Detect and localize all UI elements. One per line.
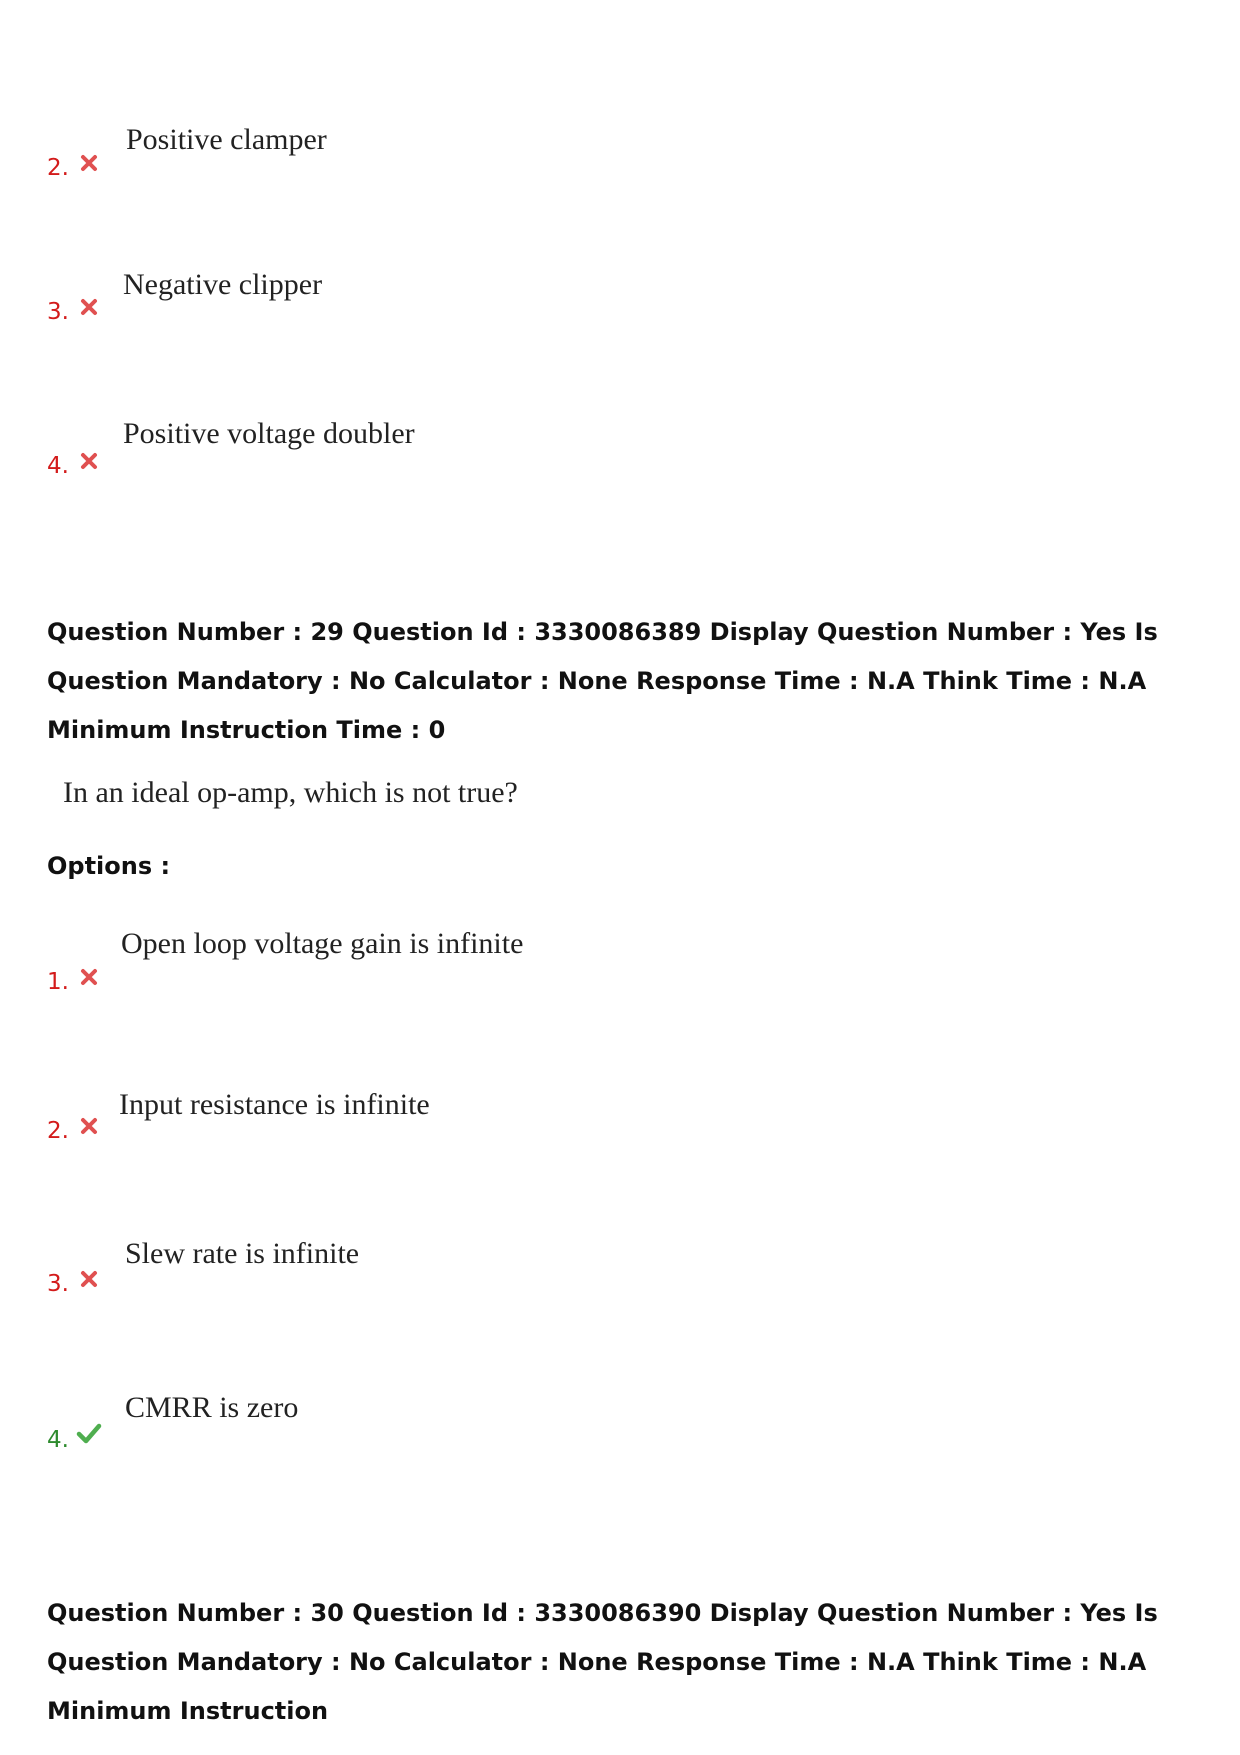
option-row: [0, 1236, 1240, 1296]
cross-icon: [78, 1115, 100, 1137]
option-text: Slew rate is infinite: [125, 1237, 360, 1270]
option-text: Positive clamper: [126, 123, 327, 156]
cross-icon: [78, 966, 100, 988]
option-row: [0, 1087, 1240, 1147]
options-label: Options :: [47, 852, 171, 880]
option-text: Input resistance is infinite: [119, 1088, 430, 1121]
option-row: [0, 416, 1240, 479]
option-number: 1.: [47, 969, 69, 995]
question-meta: Question Number : 29 Question Id : 3330086389 Display Question Number : Yes Is Question Mandatory : No Calculator : None Response Time : N.A Think Time : N.A Minimum Instruction Time : 0: [47, 618, 1158, 744]
option-text: Positive voltage doubler: [123, 417, 415, 450]
option-row: [0, 926, 1240, 995]
question-meta: Question Number : 30 Question Id : 3330086390 Display Question Number : Yes Is Question Mandatory : No Calculator : None Response Time : N.A Think Time : N.A Minimum Instruction: [47, 1599, 1158, 1725]
option-text: CMRR is zero: [125, 1391, 299, 1424]
question-text: In an ideal op-amp, which is not true?: [63, 776, 518, 809]
option-number: 3.: [47, 1271, 69, 1297]
option-number: 2.: [47, 155, 69, 181]
cross-icon: [78, 296, 100, 318]
option-row: [0, 1390, 1240, 1453]
option-text: Negative clipper: [123, 268, 323, 301]
option-text: Open loop voltage gain is infinite: [121, 927, 524, 960]
option-row: [0, 122, 1240, 182]
option-number: 4.: [47, 453, 69, 479]
option-number: 4.: [47, 1427, 69, 1453]
option-number: 2.: [47, 1118, 69, 1144]
check-icon: [76, 1422, 102, 1444]
option-row: [0, 267, 1240, 327]
cross-icon: [78, 450, 100, 472]
option-number: 3.: [47, 299, 69, 325]
cross-icon: [78, 152, 100, 174]
cross-icon: [78, 1268, 100, 1290]
